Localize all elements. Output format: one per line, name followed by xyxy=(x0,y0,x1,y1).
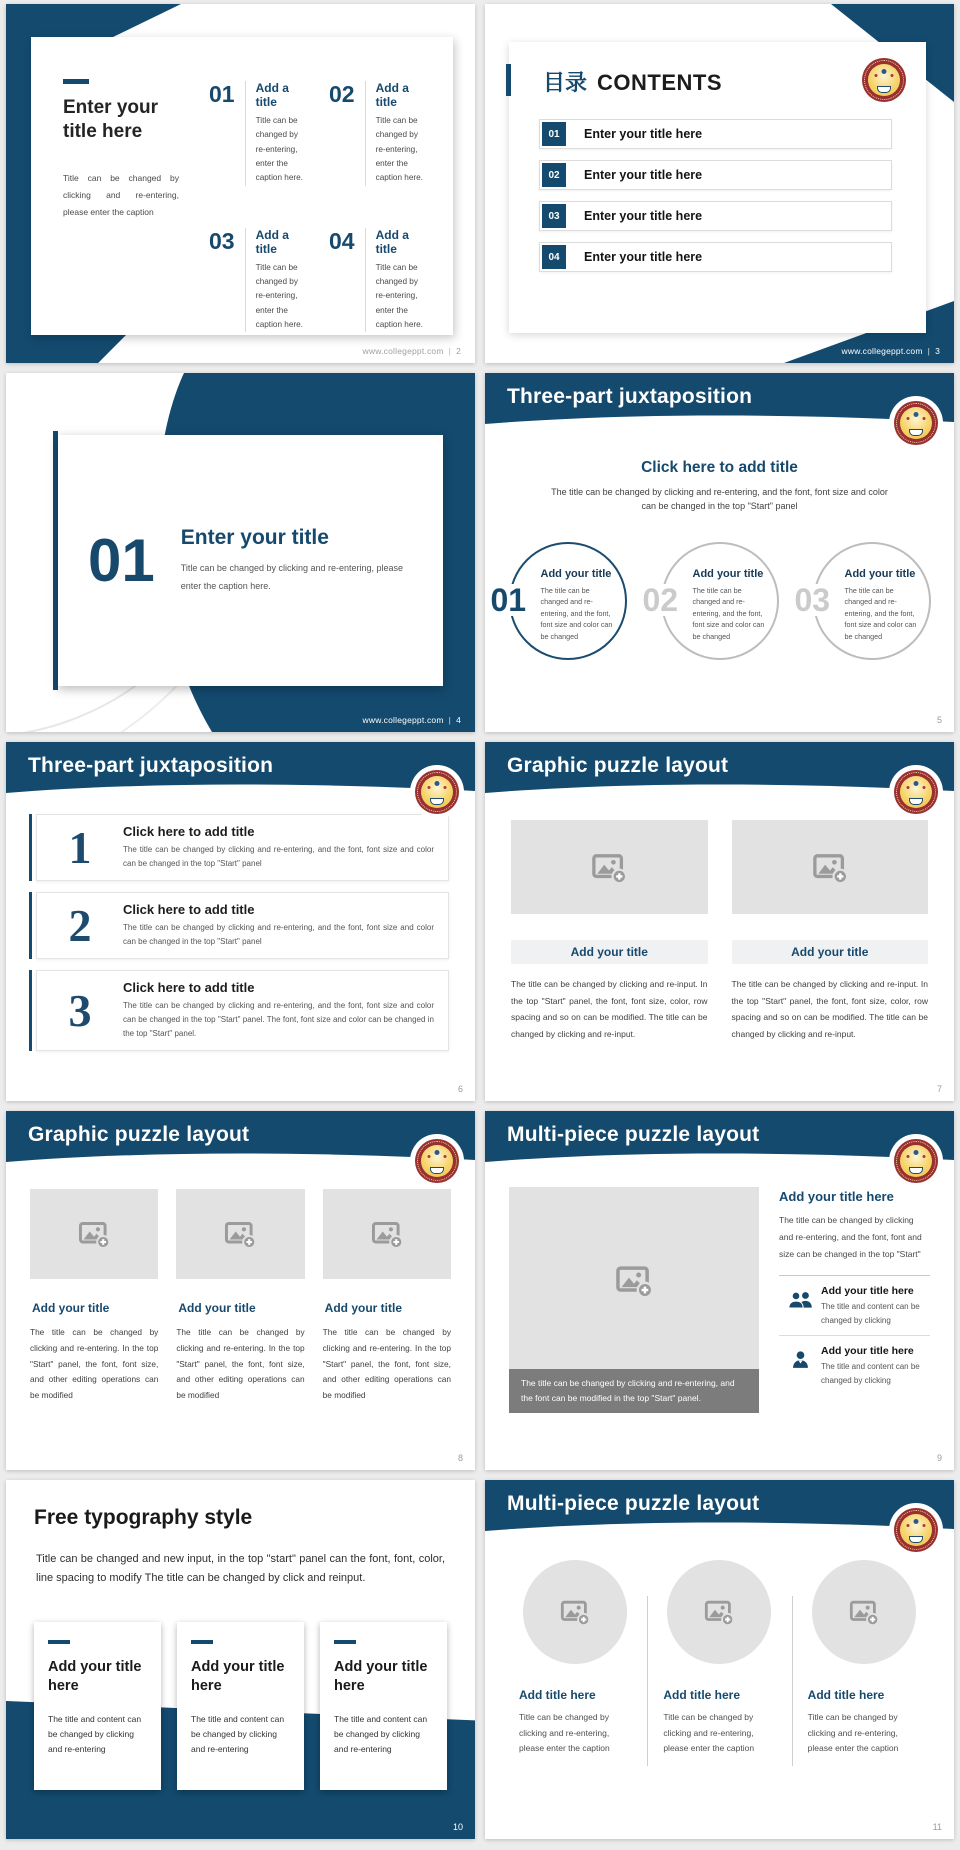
card-caption: The title and content can be changed by clicking and re-entering xyxy=(191,1713,285,1755)
column xyxy=(792,1560,936,1757)
row-caption: The title can be changed by clicking and re-entering, and the font, font size and color can be changed in the top "Start" panel xyxy=(123,923,434,946)
agenda-item-number: 01 xyxy=(209,81,246,186)
image-placeholder xyxy=(511,820,708,914)
column-title: Add your title xyxy=(511,940,708,964)
slide-caption: Title can be changed by clicking and re-entering, please enter the caption xyxy=(63,172,179,217)
image-block xyxy=(509,1187,759,1413)
three-column-layout xyxy=(503,1560,936,1757)
column xyxy=(176,1189,304,1404)
slide-footer xyxy=(842,346,940,356)
navy-left-strip xyxy=(6,4,31,363)
emblem-book-icon xyxy=(909,798,923,805)
slide-preview-9[interactable] xyxy=(485,1111,954,1470)
two-column-layout xyxy=(511,820,928,1042)
column-caption: The title can be changed by clicking and re-input. In the top "Start" panel, the font, font size, color, row spacing and so on can be modified. The title can be changed by clicking and re-input. xyxy=(731,979,928,1039)
row-number: 2 xyxy=(68,899,92,951)
slide-header-title: Graphic puzzle layout xyxy=(507,754,729,777)
agenda-item xyxy=(329,81,423,186)
row-number: 3 xyxy=(68,984,92,1036)
slide-title: Enter your title here xyxy=(63,97,159,142)
panel-item-title: Add your title here xyxy=(821,1345,914,1358)
column-title: Add title here xyxy=(519,1688,596,1702)
content-card xyxy=(509,42,926,333)
card-title: Add your title here xyxy=(191,1659,285,1694)
agenda-item-title: Add a title xyxy=(375,227,409,256)
numbered-row xyxy=(36,814,449,881)
contents-item-number: 04 xyxy=(542,245,566,269)
university-emblem-logo xyxy=(862,58,906,102)
slide-preview-7[interactable] xyxy=(485,742,954,1101)
image-placeholder xyxy=(30,1189,158,1279)
panel-item xyxy=(779,1276,930,1335)
slide-header-title: Three-part juxtaposition xyxy=(507,385,753,408)
card-caption: The title and content can be changed by clicking and re-entering xyxy=(334,1713,428,1755)
insert-image-icon xyxy=(615,1263,653,1298)
section-card xyxy=(58,435,443,686)
page-number: 11 xyxy=(932,1822,942,1832)
slide-preview-11[interactable] xyxy=(485,1480,954,1839)
numbered-row xyxy=(36,892,449,959)
circle-caption: The title can be changed and re-entering, and the font, font size and color can be changed xyxy=(540,585,613,641)
image-placeholder xyxy=(732,820,929,914)
agenda-item-number: 03 xyxy=(209,228,246,333)
column-title: Add your title xyxy=(32,1301,110,1315)
emblem-book-icon xyxy=(877,86,891,93)
panel-item-title: Add your title here xyxy=(821,1285,914,1297)
university-emblem-logo xyxy=(894,401,938,445)
agenda-item-caption: Title can be changed by re-entering, enter the caption here. xyxy=(375,262,423,330)
contents-item xyxy=(539,242,892,272)
university-emblem-logo xyxy=(415,770,459,814)
three-column-layout xyxy=(30,1189,451,1404)
page-number: 5 xyxy=(936,715,942,725)
insert-image-icon xyxy=(591,851,627,884)
column-caption: Title can be changed by clicking and re-entering, please enter the caption xyxy=(519,1712,610,1754)
accent-dash xyxy=(63,79,89,84)
slide-preview-10[interactable] xyxy=(6,1480,475,1839)
insert-image-icon xyxy=(849,1598,879,1626)
row-box xyxy=(36,892,449,959)
slide-body xyxy=(485,1536,954,1839)
agenda-item-number: 02 xyxy=(329,81,366,186)
row-title: Click here to add title xyxy=(123,980,255,995)
footer-site: www.collegeppt.com xyxy=(362,715,444,725)
insert-image-icon xyxy=(812,851,848,884)
contents-item xyxy=(539,119,892,149)
text-panel xyxy=(779,1187,930,1413)
column-divider xyxy=(792,1596,793,1766)
card-caption: The title and content can be changed by clicking and re-entering xyxy=(48,1713,142,1755)
circle-title: Add your title xyxy=(844,567,916,580)
circle-item xyxy=(794,542,931,660)
column xyxy=(511,820,708,1042)
column xyxy=(732,820,929,1042)
circle-image-placeholder xyxy=(523,1560,627,1664)
circle-number: 03 xyxy=(794,581,831,618)
accent-dash xyxy=(48,1640,70,1644)
slide-preview-5[interactable] xyxy=(485,373,954,732)
footer-separator: | xyxy=(927,346,931,356)
agenda-item-title: Add a title xyxy=(375,81,409,109)
slide-body xyxy=(6,798,475,1101)
image-caption-band: The title can be changed by clicking and re-entering, and the font can be modified in the top "Start" panel. xyxy=(509,1369,759,1413)
agenda-item xyxy=(209,228,303,333)
accent-dash xyxy=(191,1640,213,1644)
numbered-row xyxy=(36,970,449,1051)
column-caption: The title can be changed by clicking and re-entering. In the top "Start" panel, the font, font size, and other editing operations can be modified xyxy=(176,1327,305,1400)
contents-list xyxy=(539,119,892,272)
column-caption: The title can be changed by clicking and re-entering. In the top "Start" panel, the font, font size, and other editing operations can be modified xyxy=(30,1327,159,1400)
emblem-figures xyxy=(914,781,919,786)
circle-image-placeholder xyxy=(667,1560,771,1664)
panel-caption: The title can be changed by clicking and re-entering, and the font, font and size can be changed in the top "Start" xyxy=(779,1215,922,1259)
slide-footer xyxy=(363,715,461,725)
content-card xyxy=(31,37,453,335)
emblem-figures xyxy=(914,1150,919,1155)
row-accent-bar xyxy=(29,814,32,881)
header-wave xyxy=(485,411,954,431)
insert-image-icon xyxy=(78,1219,110,1249)
contents-item-number: 01 xyxy=(542,122,566,146)
body-title: Click here to add title xyxy=(641,459,798,476)
insert-image-icon xyxy=(224,1219,256,1249)
page-number: 10 xyxy=(452,1822,463,1832)
column-title: Add your title xyxy=(178,1301,256,1315)
slide-preview-2[interactable] xyxy=(6,4,475,363)
agenda-items xyxy=(209,81,423,330)
circle-item xyxy=(642,542,779,660)
section-number: 01 xyxy=(88,526,155,594)
column xyxy=(503,1560,647,1757)
page-number: 6 xyxy=(457,1084,463,1094)
column xyxy=(647,1560,791,1757)
university-emblem-logo xyxy=(415,1139,459,1183)
header-wave xyxy=(485,780,954,800)
contents-title-en: CONTENTS xyxy=(597,70,723,95)
page-number: 9 xyxy=(936,1453,942,1463)
slide-footer xyxy=(363,346,461,356)
card-title: Add your title here xyxy=(334,1659,428,1694)
emblem-book-icon xyxy=(430,798,444,805)
insert-image-icon xyxy=(560,1598,590,1626)
slide-header-title: Multi-piece puzzle layout xyxy=(507,1492,760,1515)
slide-preview-3[interactable] xyxy=(485,4,954,363)
emblem-figures xyxy=(914,412,919,417)
row-caption: The title can be changed by clicking and re-entering, and the font, font size and color can be changed in the top "Start" panel xyxy=(123,845,434,868)
accent-bar xyxy=(506,64,511,96)
header-wave xyxy=(485,1518,954,1538)
numbered-rows xyxy=(36,814,449,1051)
contents-item-number: 02 xyxy=(542,163,566,187)
navy-top-left-diagonal xyxy=(6,4,181,38)
header-wave xyxy=(6,780,475,800)
row-box xyxy=(36,970,449,1051)
university-emblem-logo xyxy=(894,1508,938,1552)
emblem-book-icon xyxy=(909,1536,923,1543)
footer-site: www.collegeppt.com xyxy=(841,346,923,356)
footer-separator: | xyxy=(448,346,452,356)
circle-caption: The title can be changed and re-entering, and the font, font size and color can be changed xyxy=(692,585,765,641)
column xyxy=(30,1189,158,1404)
emblem-book-icon xyxy=(909,1167,923,1174)
accent-dash xyxy=(334,1640,356,1644)
row-box xyxy=(36,814,449,881)
agenda-item-title: Add a title xyxy=(255,81,289,109)
emblem-figures xyxy=(435,781,440,786)
column-title: Add title here xyxy=(663,1688,741,1702)
insert-image-icon xyxy=(704,1598,734,1626)
body-subtitle: The title can be changed by clicking and re-entering, and the font, font size and color can be changed in the top "Start" panel xyxy=(551,487,888,512)
circle-item xyxy=(490,542,627,660)
intro-paragraph: Title can be changed and new input, in the top "start" panel can the font, font, color, line spacing to modify The title can be changed by click and reinput. xyxy=(36,1553,445,1585)
column-title: Add your title xyxy=(732,940,929,964)
column-caption: The title can be changed by clicking and re-input. In the top "Start" panel, the font, font size, color, row spacing and so on can be modified. The title can be changed by clicking and re-input. xyxy=(511,979,708,1039)
slide-preview-6[interactable] xyxy=(6,742,475,1101)
people-icon xyxy=(787,1289,814,1311)
agenda-item-caption: Title can be changed by re-entering, enter the caption here. xyxy=(255,262,303,330)
section-title: Enter your title xyxy=(180,526,329,550)
page-number: 4 xyxy=(456,715,461,725)
column-title: Add your title xyxy=(324,1301,402,1315)
card-row xyxy=(34,1622,447,1790)
image-placeholder xyxy=(323,1189,451,1279)
emblem-figures xyxy=(435,1150,440,1155)
agenda-item-caption: Title can be changed by re-entering, enter the caption here. xyxy=(375,116,423,183)
panel-title: Add your title here xyxy=(779,1189,894,1204)
row-title: Click here to add title xyxy=(123,902,255,917)
contents-item-label: Enter your title here xyxy=(584,127,703,141)
panel-item-caption: The title and content can be changed by clicking xyxy=(821,1302,920,1325)
panel-item xyxy=(779,1336,930,1395)
column xyxy=(323,1189,451,1404)
emblem-figures xyxy=(882,69,887,74)
header-wave xyxy=(485,1149,954,1169)
slide-preview-4[interactable] xyxy=(6,373,475,732)
text-card xyxy=(34,1622,161,1790)
contents-item-label: Enter your title here xyxy=(584,209,703,223)
slide-body xyxy=(6,1167,475,1470)
university-emblem-logo xyxy=(894,1139,938,1183)
circle-number: 02 xyxy=(642,581,679,618)
text-card xyxy=(320,1622,447,1790)
slide-body xyxy=(485,798,954,1101)
agenda-item xyxy=(329,228,423,333)
insert-image-icon xyxy=(371,1219,403,1249)
section-caption: Title can be changed by clicking and re-entering, please enter the caption here. xyxy=(180,563,404,591)
circle-row xyxy=(485,542,954,660)
emblem-book-icon xyxy=(430,1167,444,1174)
contents-item-number: 03 xyxy=(542,204,566,228)
column-caption: Title can be changed by clicking and re-entering, please enter the caption xyxy=(663,1712,755,1754)
slide-title: Free typography style xyxy=(34,1506,253,1529)
agenda-item-title: Add a title xyxy=(255,227,289,256)
page-number: 8 xyxy=(457,1453,463,1463)
image-placeholder xyxy=(176,1189,304,1279)
slide-header-title: Multi-piece puzzle layout xyxy=(507,1123,760,1146)
university-emblem-logo xyxy=(894,770,938,814)
row-caption: The title can be changed by clicking and re-entering, and the font, font size and color can be changed in the top "Start" panel. The font, font size and color can be changed in the top "Start" panel. xyxy=(123,1001,434,1038)
contents-item xyxy=(539,160,892,190)
emblem-book-icon xyxy=(909,429,923,436)
circle-number: 01 xyxy=(490,581,527,618)
row-number: 1 xyxy=(68,821,92,873)
row-accent-bar xyxy=(29,892,32,959)
card-title: Add your title here xyxy=(48,1659,142,1694)
page-number: 7 xyxy=(936,1084,942,1094)
slide-preview-8[interactable] xyxy=(6,1111,475,1470)
footer-separator: | xyxy=(448,715,452,725)
contents-item-label: Enter your title here xyxy=(584,250,703,264)
column-caption: Title can be changed by clicking and re-entering, please enter the caption xyxy=(807,1712,899,1754)
agenda-item xyxy=(209,81,303,186)
circle-title: Add your title xyxy=(692,567,764,580)
slide-body xyxy=(485,429,954,732)
page-number: 3 xyxy=(935,346,940,356)
row-accent-bar xyxy=(29,970,32,1051)
text-card xyxy=(177,1622,304,1790)
title-block xyxy=(63,79,179,315)
footer-site: www.collegeppt.com xyxy=(362,346,444,356)
circle-title: Add your title xyxy=(540,567,612,580)
panel-item-caption: The title and content can be changed by clicking xyxy=(821,1362,920,1385)
column-title: Add title here xyxy=(807,1688,885,1702)
agenda-item-caption: Title can be changed by re-entering, enter the caption here. xyxy=(255,116,303,183)
contents-item xyxy=(539,201,892,231)
column-divider xyxy=(647,1596,648,1766)
header-wave xyxy=(6,1149,475,1169)
contents-item-label: Enter your title here xyxy=(584,168,703,182)
agenda-item-number: 04 xyxy=(329,228,366,333)
row-title: Click here to add title xyxy=(123,824,255,839)
contents-title-zh: 目录 xyxy=(543,70,588,95)
slide-header-title: Three-part juxtaposition xyxy=(28,754,274,777)
column-caption: The title can be changed by clicking and re-entering. In the top "Start" panel, the font, font size, and other editing operations can be modified xyxy=(322,1327,451,1400)
circle-image-placeholder xyxy=(812,1560,916,1664)
page-number: 2 xyxy=(456,346,461,356)
slide-header-title: Graphic puzzle layout xyxy=(28,1123,250,1146)
emblem-figures xyxy=(914,1519,919,1524)
circle-caption: The title can be changed and re-entering, and the font, font size and color can be changed xyxy=(844,585,917,641)
person-icon xyxy=(790,1349,811,1371)
slide-body xyxy=(485,1167,954,1470)
